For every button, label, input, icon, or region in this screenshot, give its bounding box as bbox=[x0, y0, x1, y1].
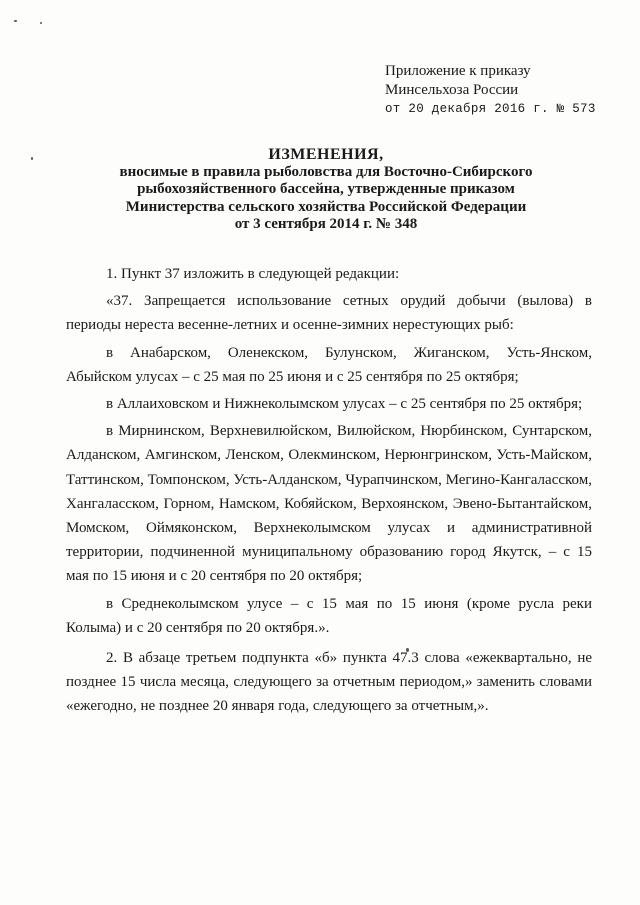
paragraph: «37. Запрещается использование сетных орудий добычи (вылова) в периоды нереста весенне-летних и осенне-зимних нерестующих рыб: bbox=[66, 293, 592, 334]
document-body bbox=[66, 262, 592, 722]
appendix-header bbox=[385, 62, 615, 119]
appendix-line: Приложение к приказу bbox=[385, 63, 531, 79]
title-line: рыбохозяйственного бассейна, утвержденные приказом bbox=[137, 181, 515, 197]
title-line: Министерства сельского хозяйства Российской Федерации bbox=[125, 198, 527, 215]
paragraph: в Среднеколымском улусе – с 15 мая по 15 июня (кроме русла реки Колыма) и с 20 сентября по 20 октября.». bbox=[66, 595, 592, 636]
scan-speck bbox=[40, 22, 42, 24]
appendix-line: Минсельхоза России bbox=[385, 82, 519, 98]
title-main: ИЗМЕНЕНИЯ, bbox=[268, 146, 384, 163]
appendix-date-number: от 20 декабря 2016 г. № 573 bbox=[385, 102, 596, 116]
document-title bbox=[60, 146, 592, 234]
paragraph: 1. Пункт 37 изложить в следующей редакции: bbox=[106, 266, 400, 282]
scan-speck bbox=[14, 20, 17, 22]
paragraph: в Аллаиховском и Нижнеколымском улусах – с 25 сентября по 25 октября; bbox=[106, 396, 583, 413]
scan-speck bbox=[31, 157, 33, 160]
paragraph: 2. В абзаце третьем подпункта «б» пункта 47.3 слова «ежеквартально, не позднее 15 числа месяца, следующего за отчетным периодом,» заменить словами «ежегодно, не позднее 20 января года, следующего за отчетным,». bbox=[66, 650, 592, 715]
title-line: от 3 сентября 2014 г. № 348 bbox=[234, 216, 418, 232]
title-line: вносимые в правила рыболовства для Восточно-Сибирского bbox=[119, 163, 533, 180]
paragraph: в Анабарском, Оленекском, Булунском, Жиганском, Усть-Янском, Абыйском улусах – с 25 мая по 25 июня и с 25 сентября по 25 октября; bbox=[66, 344, 592, 385]
paragraph: в Мирнинском, Верхневилюйском, Вилюйском, Нюрбинском, Сунтарском, Алданском, Амгинском, Ленском, Олекминском, Нерюнгринском, Усть-Майском, Таттинском, Томпонском, Усть-Алданском, Чурапчинском, Мегино-Кангаласском, Хангаласском, Горном, Намском, Кобяйском, Верхоянском, Эвено-Бытантайском, Момском, Оймяконском, Верхнеколымском улусах и административной территории, подчиненной муниципальному образованию город Якутск, – с 15 мая по 15 июня и с 20 сентября по 20 октября; bbox=[66, 423, 592, 585]
